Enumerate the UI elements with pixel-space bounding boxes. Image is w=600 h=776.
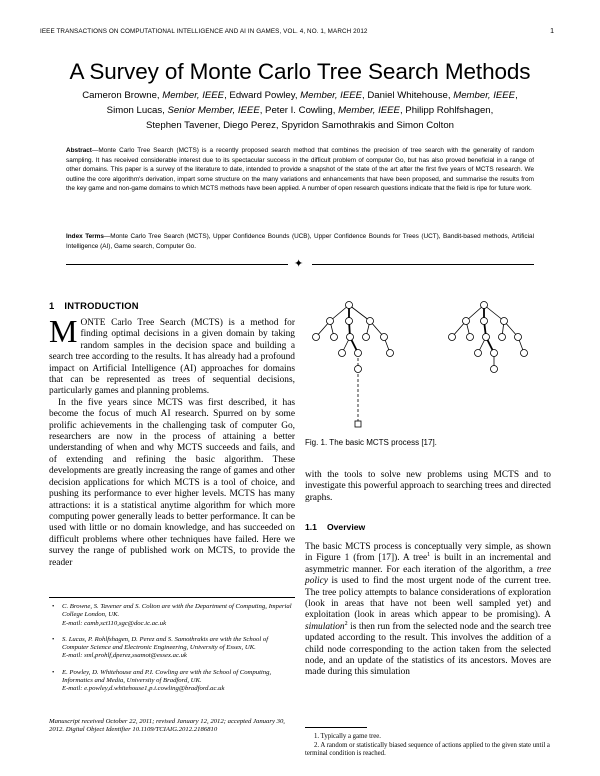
intro-paragraph-2: In the five years since MCTS was first described, it has become the focus of much AI research. Spurred on by some prolific achievements in the challenging task of computer Go, researchers are now in the process of attaining a better understanding of when and why MCTS succeeds and fails, and of extending and refining the basic algorithm. These developments are greatly increasing the range of games and other decision applications for which MCTS is a tool of choice, and pushing its performance to ever higher levels. MCTS has many attractions: it is a statistical anytime algorithm for which more computing power generally leads to better performance. It can be used with little or no domain knowledge, and has succeeded on difficult problems where other techniques have failed. Here we survey the range of published work on MCTS, to provide the reader xyxy=(49,397,295,568)
page-number: 1 xyxy=(550,28,554,35)
author-line-2: Simon Lucas, Senior Member, IEEE, Peter I. Cowling, Member, IEEE, Philipp Rohlfshagen, xyxy=(106,105,494,116)
footnotes xyxy=(305,733,551,759)
author-line-1: Cameron Browne, Member, IEEE, Edward Powley, Member, IEEE, Daniel Whitehouse, Member, IEEE, xyxy=(82,90,518,101)
affiliation-item: • C. Browne, S. Tavener and S. Colton are with the Department of Computing, Imperial College London, UK. E-mail: camb,sct110,sgc@doc.ic.ac.uk xyxy=(52,603,292,627)
bullet-icon: • xyxy=(52,668,55,676)
index-terms-label: Index Terms xyxy=(66,233,104,240)
bullet-icon: • xyxy=(52,635,55,643)
footnote-1: 1. Typically a game tree. xyxy=(314,733,381,740)
index-terms-text: —Monte Carlo Tree Search (MCTS), Upper Confidence Bounds (UCB), Upper Confidence Bounds for Trees (UCT), Bandit-based methods, Artificial Intelligence (AI), Game search, Computer Go. xyxy=(66,233,534,250)
intro-continuation: with the tools to solve new problems using MCTS and to investigate this powerful approach to searching trees and directed graphs. xyxy=(305,470,551,503)
affiliation-item: • S. Lucas, P. Rohlfshagen, D. Perez and S. Samothrakis are with the School of Computer Science and Electronic Engineering, University of Essex, UK. E-mail: sml,prohlf,dperez,ssamot@essex.ac.uk xyxy=(52,635,269,660)
running-head: IEEE TRANSACTIONS ON COMPUTATIONAL INTELLIGENCE AND AI IN GAMES, VOL. 4, NO. 1, MARCH 2012 xyxy=(40,28,368,35)
overview-body: The basic MCTS process is conceptually very simple, as shown in Figure 1 (from [17]). A tree$^1$ is built in an incremental and asymmetric manner. For each iteration of the algorithm, a tree policy is used to find the most urgent node of the current tree. The tree policy attempts to balance considerations of exploration (look in areas that have not been well sampled yet) and exploitation (look in areas which appear to be promising). A simulation$^2$ is then run from the selected node and the search tree updated according to the result. This involves the addition of a child node corresponding to the action taken from the selected node, and an update of the statistics of its ancestors. Moves are made during this simulation xyxy=(305,542,551,678)
figure-mcts-process xyxy=(300,297,556,433)
bullet-icon: • xyxy=(52,603,55,610)
abstract-label: Abstract xyxy=(66,147,92,154)
footnote-rule xyxy=(305,727,367,728)
section-separator xyxy=(0,257,600,270)
mcts-tree-diagram xyxy=(300,297,556,433)
author-line-3: Stephen Tavener, Diego Perez, Spyridon Samothrakis and Simon Colton xyxy=(145,120,455,131)
subsection-heading-overview: 1.1 Overview xyxy=(305,522,366,532)
index-terms xyxy=(66,232,534,251)
manuscript-note: Manuscript received October 22, 2011; revised January 12, 2012; accepted January 30, 2012. Digital Object Identifier 10.1109/TCIAIG.2012.2186810 xyxy=(49,718,285,734)
footnote-2: 2. A random or statistically biased sequence of actions applied to the given state until a terminal condition is reached. xyxy=(305,741,550,758)
drop-cap: M xyxy=(49,313,78,349)
abstract xyxy=(66,146,534,194)
footnote-ref-1: 1 xyxy=(427,552,431,559)
author-list xyxy=(50,88,550,133)
intro-paragraph-1: MONTE Carlo Tree Search (MCTS) is a method for finding optimal decisions in a given domain by taking random samples in the decision space and building a search tree according to the results. It has already had a profound impact on Artificial Intelligence (AI) approaches for domains that can be represented as trees of sequential decisions, particularly games and planning problems. xyxy=(49,313,295,397)
separator-star-icon: ✦ xyxy=(294,257,304,270)
abstract-text: —Monte Carlo Tree Search (MCTS) is a recently proposed search method that combines the precision of tree search with the generality of random sampling. It has received considerable interest due to its spectacular success in the difficult problem of computer Go, but has also proved beneficial in a range of other domains. This paper is a survey of the literature to date, intended to provide a snapshot of the state of the art after the first five years of MCTS research. We outline the core algorithm's derivation, impart some structure on the many variations and enhancements that have been proposed, and summarise the results from the key game and non-game domains to which MCTS methods have been applied. A number of open research questions indicate that the field is ripe for future work. xyxy=(66,147,534,193)
affiliation-item: • E. Powley, D. Whitehouse and P.I. Cowling are with the School of Computing, Informatics and Media, University of Bradford, UK. E-mail: e.powley,d.whitehouse1,p.i.cowling@bradford.ac.uk xyxy=(52,668,272,693)
footnote-ref-2: 2 xyxy=(344,620,348,627)
affiliation-rule xyxy=(49,597,295,598)
affiliation-footnotes xyxy=(49,603,295,702)
separator-line-right xyxy=(312,264,534,265)
paper-title: A Survey of Monte Carlo Tree Search Methods xyxy=(69,59,531,84)
section-heading-introduction: 1 INTRODUCTION xyxy=(49,300,139,311)
separator-line-left xyxy=(66,264,288,265)
introduction-body xyxy=(49,313,295,569)
figure-caption: Fig. 1. The basic MCTS process [17]. xyxy=(305,438,437,447)
